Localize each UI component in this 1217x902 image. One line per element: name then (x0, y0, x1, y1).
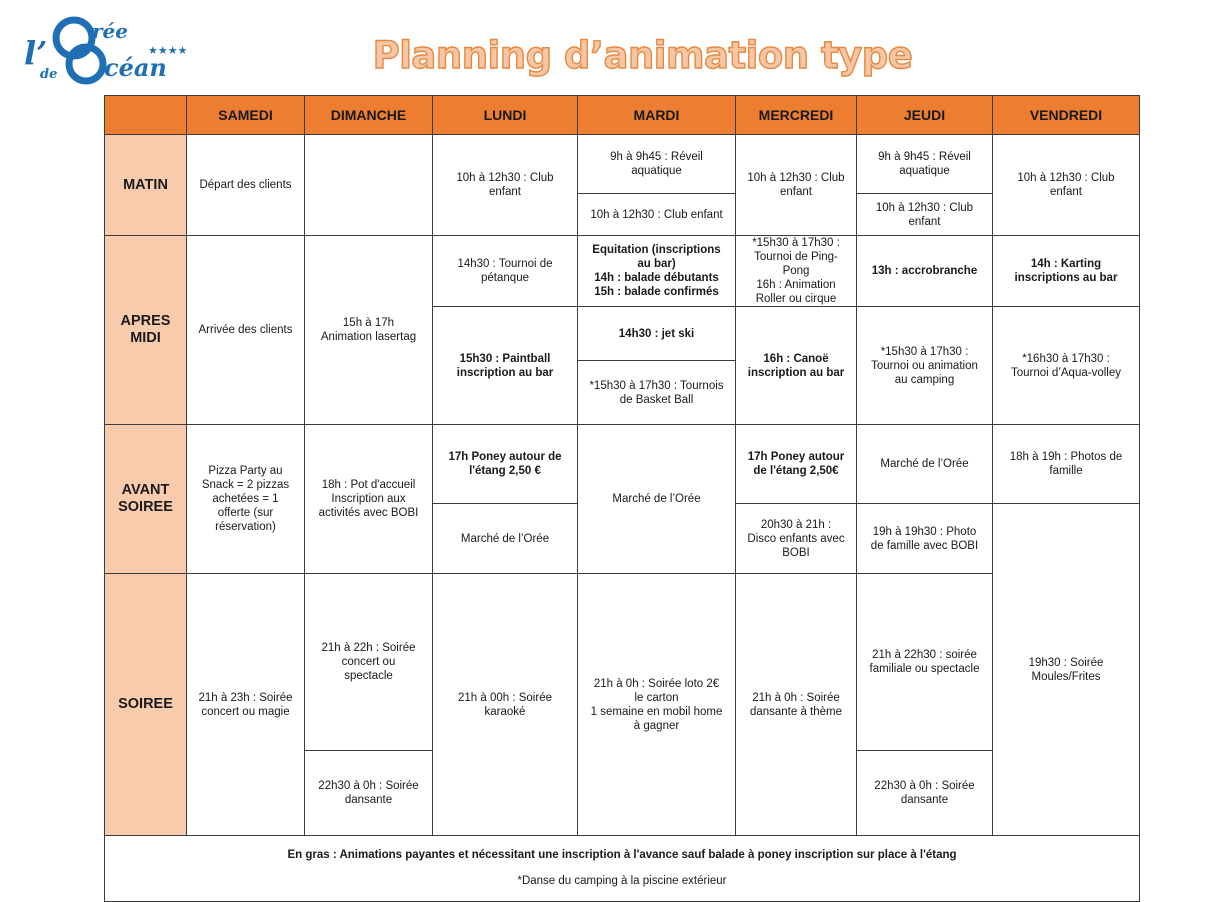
cell-mardi-soiree: 21h à 0h : Soirée loto 2€ le carton 1 semaine en mobil home à gagner (578, 574, 736, 836)
cell-lundi-matin: 10h à 12h30 : Club enfant (433, 135, 578, 236)
svg-text:l’: l’ (24, 34, 48, 72)
cell-vendredi-soiree-1: 19h30 : Soirée Moules/Frites (993, 504, 1140, 836)
cell-samedi-avant-soiree: Pizza Party au Snack = 2 pizzas achetées = 1 offerte (sur réservation) (187, 425, 305, 574)
page-title: Planning d’animation type (372, 34, 913, 77)
logo-graphic (22, 8, 192, 88)
period-soiree: SOIREE (105, 574, 187, 836)
cell-mercredi-soiree: 21h à 0h : Soirée dansante à thème (736, 574, 857, 836)
cell-samedi-soiree: 21h à 23h : Soirée concert ou magie (187, 574, 305, 836)
cell-mercredi-apres-midi-2: 16h : Canoë inscription au bar (736, 307, 857, 425)
day-header-lundi: LUNDI (433, 96, 578, 135)
cell-lundi-apres-midi-2: 15h30 : Paintball inscription au bar (433, 307, 578, 425)
header-corner (105, 96, 187, 135)
cell-jeudi-avant-soiree-2: 19h à 19h30 : Photo de famille avec BOBI (857, 504, 993, 574)
cell-mardi-apres-midi-3: *15h30 à 17h30 : Tournois de Basket Ball (578, 361, 736, 425)
cell-lundi-apres-midi-1: 14h30 : Tournoi de pétanque (433, 236, 578, 307)
cell-samedi-apres-midi: Arrivée des clients (187, 236, 305, 425)
period-avant-soiree: AVANT SOIREE (105, 425, 187, 574)
cell-jeudi-apres-midi-1: 13h : accrobranche (857, 236, 993, 307)
day-header-vendredi: VENDREDI (993, 96, 1140, 135)
cell-jeudi-soiree-1: 21h à 22h30 : soirée familiale ou spectacle (857, 574, 993, 751)
footer-legend: En gras : Animations payantes et nécessitant une inscription à l'avance sauf balade à poney inscription sur place à l'étang (287, 849, 957, 861)
oree-ocean-logo (22, 8, 192, 88)
cell-vendredi-matin: 10h à 12h30 : Club enfant (993, 135, 1140, 236)
cell-mardi-matin-1: 9h à 9h45 : Réveil aquatique (578, 135, 736, 194)
cell-vendredi-apres-midi-1: 14h : Karting inscriptions au bar (993, 236, 1140, 307)
cell-dimanche-apres-midi: 15h à 17h Animation lasertag (305, 236, 433, 425)
svg-text:céan: céan (104, 53, 167, 82)
cell-jeudi-apres-midi-2: *15h30 à 17h30 : Tournoi ou animation au camping (857, 307, 993, 425)
cell-dimanche-soiree-1: 21h à 22h : Soirée concert ou spectacle (305, 574, 433, 751)
svg-text:rée: rée (92, 19, 128, 43)
cell-jeudi-soiree-2: 22h30 à 0h : Soirée dansante (857, 751, 993, 836)
cell-mercredi-avant-soiree-1: 17h Poney autour de l'étang 2,50€ (736, 425, 857, 504)
cell-mardi-matin-2: 10h à 12h30 : Club enfant (578, 194, 736, 236)
day-header-samedi: SAMEDI (187, 96, 305, 135)
planning-table (104, 95, 1140, 902)
cell-mercredi-matin: 10h à 12h30 : Club enfant (736, 135, 857, 236)
cell-vendredi-apres-midi-2: *16h30 à 17h30 : Tournoi d’Aqua-volley (993, 307, 1140, 425)
header-row (105, 96, 1140, 135)
cell-lundi-soiree: 21h à 00h : Soirée karaoké (433, 574, 578, 836)
period-apres-midi: APRES MIDI (105, 236, 187, 425)
cell-dimanche-avant-soiree: 18h : Pot d'accueil Inscription aux activités avec BOBI (305, 425, 433, 574)
footer-note: *Danse du camping à la piscine extérieur (517, 875, 727, 887)
day-header-jeudi: JEUDI (857, 96, 993, 135)
cell-lundi-avant-soiree-1: 17h Poney autour de l'étang 2,50 € (433, 425, 578, 504)
cell-mardi-avant-soiree: Marché de l’Orée (578, 425, 736, 574)
cell-mardi-apres-midi-2: 14h30 : jet ski (578, 307, 736, 361)
cell-dimanche-soiree-2: 22h30 à 0h : Soirée dansante (305, 751, 433, 836)
logo-stars: ★★★★ (148, 44, 188, 57)
day-header-mercredi: MERCREDI (736, 96, 857, 135)
cell-lundi-avant-soiree-2: Marché de l’Orée (433, 504, 578, 574)
cell-mercredi-avant-soiree-2: 20h30 à 21h : Disco enfants avec BOBI (736, 504, 857, 574)
svg-text:de: de (40, 67, 58, 82)
cell-jeudi-matin-2: 10h à 12h30 : Club enfant (857, 194, 993, 236)
cell-mardi-apres-midi-1: Equitation (inscriptions au bar) 14h : balade débutants 15h : balade confirmés (578, 236, 736, 307)
cell-dimanche-matin (305, 135, 433, 236)
cell-jeudi-avant-soiree-1: Marché de l’Orée (857, 425, 993, 504)
cell-jeudi-matin-1: 9h à 9h45 : Réveil aquatique (857, 135, 993, 194)
cell-vendredi-avant-soiree-1: 18h à 19h : Photos de famille (993, 425, 1140, 504)
day-header-mardi: MARDI (578, 96, 736, 135)
cell-samedi-matin: Départ des clients (187, 135, 305, 236)
cell-mercredi-apres-midi-1: *15h30 à 17h30 : Tournoi de Ping- Pong 16h : Animation Roller ou cirque (736, 236, 857, 307)
period-matin: MATIN (105, 135, 187, 236)
day-header-dimanche: DIMANCHE (305, 96, 433, 135)
